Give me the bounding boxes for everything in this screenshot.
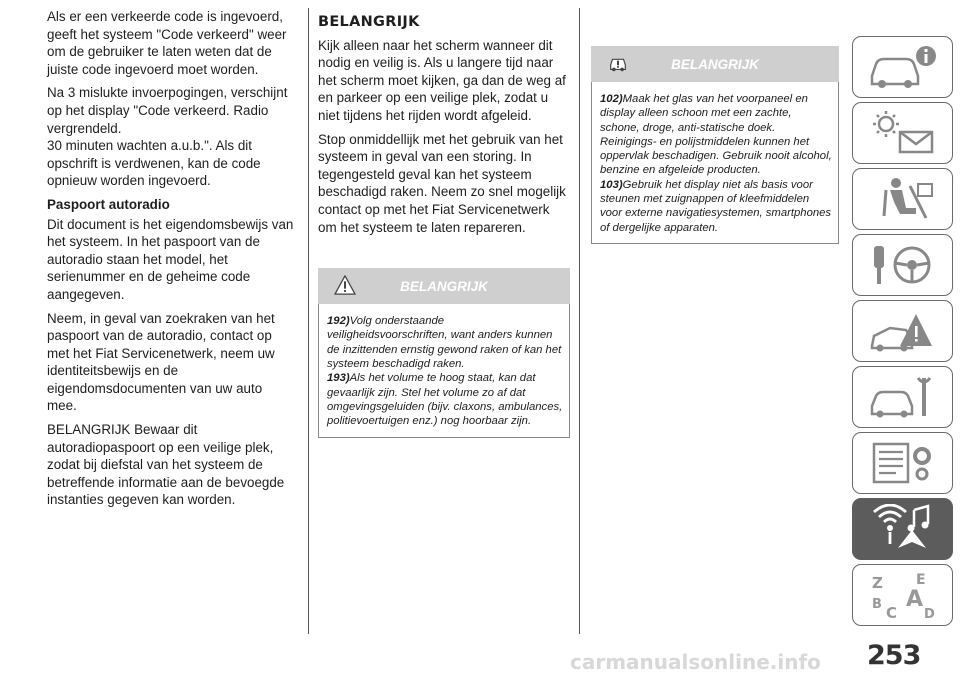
tab-maintenance[interactable] xyxy=(852,366,953,428)
index-letter-c: C xyxy=(885,604,897,620)
tab-safety[interactable] xyxy=(852,168,953,230)
emergency-icon xyxy=(866,306,940,356)
column-right xyxy=(591,46,839,244)
warning-box-body xyxy=(591,82,839,244)
heading-important: BELANGRIJK xyxy=(318,14,420,30)
radio-locked-line-2: 30 minuten wachten a.u.b.". Als dit opschrift is verdwenen, kan de code opnieuw worden ingevoerd. xyxy=(47,138,261,189)
warning-box-102 xyxy=(591,46,839,244)
paragraph-malfunction: Stop onmiddellijk met het gebruik van het systeem in geval van een storing. In tegengesteld geval kan het systeem beschadigd raken. Neem zo snel mogelijk contact op met het Fiat Servicenetwerk om het systeem te laten repareren. xyxy=(318,131,566,235)
page-number: 253 xyxy=(867,640,921,671)
tab-multimedia[interactable] xyxy=(852,498,953,560)
safety-seat-icon xyxy=(866,174,940,224)
multimedia-icon xyxy=(866,504,940,554)
paragraph-passport: Dit document is het eigendomsbewijs van het systeem. In het paspoort van de autoradio staan het model, het serienummer en de geheime code aangegeven. xyxy=(47,216,294,302)
tab-index[interactable] xyxy=(852,564,953,626)
paragraph-store-passport: BELANGRIJK Bewaar dit autoradiopaspoort op een veilige plek, zodat bij diefstal van het systeem de betreffende informatie aan de bevoegde instanties gegeven kan worden. xyxy=(47,422,285,508)
tab-car-info[interactable] xyxy=(852,36,953,98)
warning-box-title: BELANGRIJK xyxy=(400,279,488,295)
paragraph-wrong-code: Als er een verkeerde code is ingevoerd, geeft het systeem "Code verkeerd" weer om de gebruiker te laten weten dat de juiste code ingevoerd moet worden. xyxy=(47,9,287,77)
warning-box-header xyxy=(318,268,570,304)
paragraph-screen-safety: Kijk alleen naar het scherm wanneer dit nodig en veilig is. Als u langere tijd naar het scherm moet kijken, ga dan de weg af en parkeer op een veilige plek, zodat u niet tijdens het rijden wordt afgeleid. xyxy=(318,37,566,123)
warning-box-title: BELANGRIJK xyxy=(671,57,759,72)
index-letter-d: D xyxy=(923,607,935,620)
column-left xyxy=(47,8,295,515)
warning-lights-icon xyxy=(866,108,940,158)
note-number-192: 192) xyxy=(327,315,350,328)
key-steering-icon xyxy=(866,240,940,290)
index-letter-e: E xyxy=(915,572,926,588)
column-middle xyxy=(318,8,570,438)
note-text-192: Volg onderstaande veiligheidsvoorschriften, want anders kunnen de inzittenden ernstig gewond raken of kan het systeem beschadigd raken. xyxy=(327,315,562,371)
tab-technical-data[interactable] xyxy=(852,432,953,494)
index-letter-z: Z xyxy=(871,574,883,592)
warning-box-body xyxy=(318,304,570,437)
column-divider-1 xyxy=(308,8,309,634)
tab-starting[interactable] xyxy=(852,234,953,296)
tab-warning-lights[interactable] xyxy=(852,102,953,164)
note-number-102: 102) xyxy=(600,93,623,105)
maintenance-icon xyxy=(866,372,940,422)
warning-box-header xyxy=(591,46,839,82)
warning-box-192 xyxy=(318,268,570,437)
note-number-103: 103) xyxy=(600,178,623,191)
car-info-icon xyxy=(866,42,940,92)
technical-data-icon xyxy=(866,438,940,488)
note-text-103: Gebruik het display niet als basis voor steunen met zuignappen of kleefmiddelen voor externe navigatiesystemen, smartphones of dergelijke apparaten. xyxy=(600,178,832,234)
column-divider-2 xyxy=(579,8,580,634)
heading-passport: Paspoort autoradio xyxy=(47,196,170,212)
note-text-102: Maak het glas van het voorpaneel en display alleen schoon met een zachte, schone, droge, anti-statische doek. Reinigings- en polijstmiddelen kunnen het oppervlak beschadigen. Gebruik nooit alcohol, benzine en afgeleide producten. xyxy=(600,93,832,177)
paragraph-radio-locked xyxy=(47,84,295,190)
watermark: carmanualsonline.info xyxy=(570,650,821,674)
tab-emergency[interactable] xyxy=(852,300,953,362)
note-number-193: 193) xyxy=(327,372,350,385)
index-letter-a: A xyxy=(905,587,923,612)
paragraph-lost-passport: Neem, in geval van zoekraken van het paspoort van de autoradio, contact op met het Fiat Servicenetwerk, neem uw identiteitsbewijs en de eigendomsdocumenten van uw auto mee. xyxy=(47,310,275,414)
chapter-sidebar xyxy=(852,36,953,630)
index-icon xyxy=(866,570,940,620)
index-letter-b: B xyxy=(871,597,882,612)
note-text-193: Als het volume te hoog staat, kan dat gevaarlijk zijn. Stel het volume zo af dat omgevingsgeluiden (bijv. claxons, ambulances, politievoertuigen enz.) nog hoorbaar zijn. xyxy=(327,372,563,428)
radio-locked-line-1: Na 3 mislukte invoerpogingen, verschijnt op het display "Code verkeerd. Radio vergrendeld. xyxy=(47,85,288,136)
